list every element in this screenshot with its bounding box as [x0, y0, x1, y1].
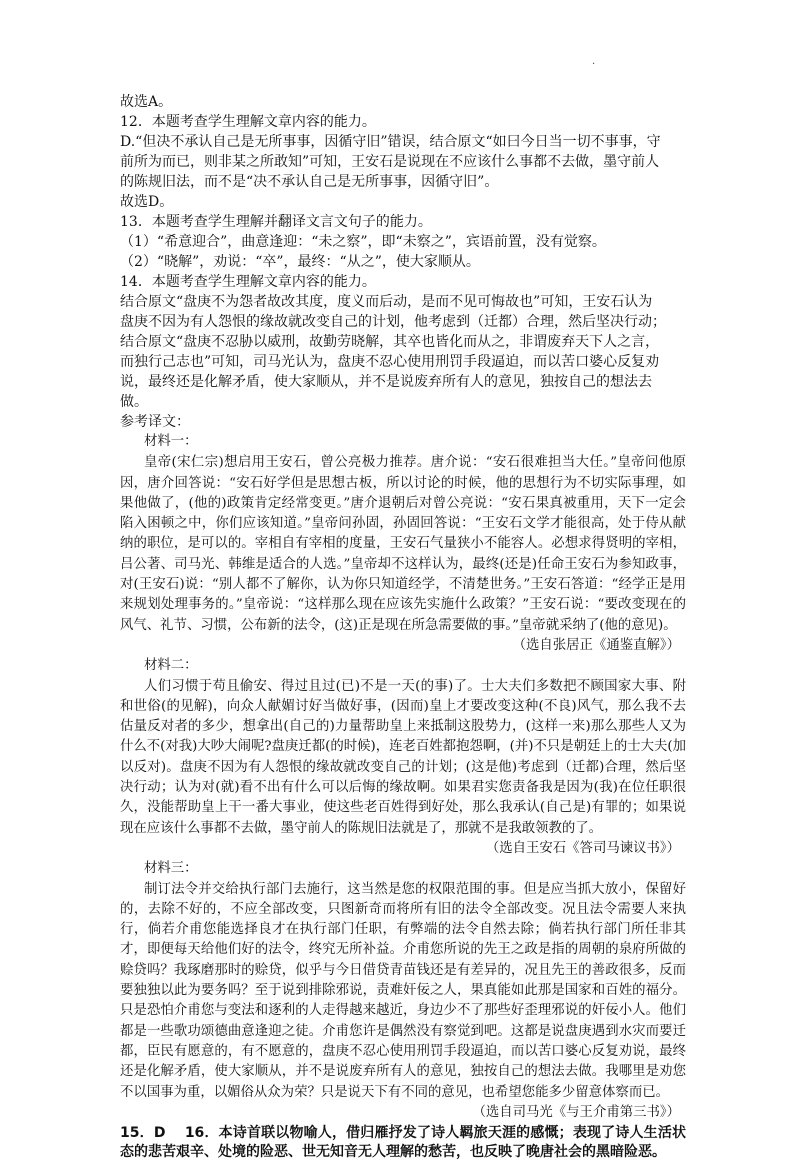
answer-line: 说，最终还是化解矛盾，使大家顺从，并不是说废弃所有人的意见，独按自己的想法去 — [120, 374, 652, 390]
answer-line: 故选A。 — [120, 94, 173, 110]
answer-line: 盘庚不因为有人怨恨的缘故就改变自己的计划，他考虑到（迁都）合理，然后坚决行动； — [120, 314, 666, 330]
material-source: （选自张居正《通鉴直解》） — [512, 637, 680, 653]
final-answer: 15．D 16．本诗首联以物喻人，借归雁抒发了诗人羁旅天涯的感慨；表现了诗人生活状态的悲苦艰辛、处境的险恶、世无知音无人理解的愁苦，也反映了晚唐社会的黑暗险恶。 — [120, 1125, 686, 1161]
answer-line: 结合原文“盘庚不为怨者故改其度，度义而后动，是而不见可悔故也”可知，王安石认为 — [120, 294, 653, 310]
answer-line: 12．本题考查学生理解文章内容的能力。 — [120, 114, 376, 130]
material-heading: 材料二： — [144, 658, 198, 674]
answer-explanations — [120, 92, 686, 432]
answer-page — [120, 92, 686, 1162]
answer-line: 的陈规旧法，而不是“决不承认自己是无所事事，因循守旧”。 — [120, 174, 499, 190]
material-source: （选自王安石《答司马谏议书》） — [485, 840, 680, 856]
answer-line: 故选D。 — [120, 194, 174, 210]
answer-line: D.“但决不承认自己是无所事事，因循守旧”错误，结合原文“如曰今日当一切不事事，守 — [120, 134, 661, 150]
material-two — [120, 656, 686, 859]
answer-line: 结合原文“盘庚不忍胁以威刑，故勤劳晓解，其卒也皆化而从之，非谓废弃天下人之言， — [120, 334, 660, 350]
material-text: 人们习惯于苟且偷安、得过且过(已)不是一天(的事)了。士大夫们多数把不顾国家大事、附和世俗(的见解)，向众人献媚讨好当做好事，(因而)皇上才要改变这种(不良)风气，那么我不去估量反对者的多少，想拿出(自己的)力量帮助皇上来抵制这股势力，(这样一来)那么那些人又为什么不(对我)大吵大闹呢?盘庚迁都(的时候)，连老百姓都抱怨啊，(并)不只是朝廷上的士大夫(加以反对)。盘庚不因为有人怨恨的缘故就改变自己的计划；(这是他)考虑到（迁都)合理，然后坚决行动；认为对(就)看不出有什么可以后悔的缘故啊。如果君实您责备我是因为(我)在位任职很久，没能帮助皇上干一番大事业，使这些老百姓得到好处，那么我承认(自己是)有罪的；如果说现在应该什么事都不去做，墨守前人的陈规旧法就是了，那就不是我敢领教的了。 — [120, 678, 686, 836]
corner-mark: . — [592, 56, 596, 67]
answer-line: （2）“晓解”，劝说：“卒”，最终：“从之”，使大家顺从。 — [120, 254, 480, 270]
material-text: 皇帝(宋仁宗)想启用王安石，曾公亮极力推荐。唐介说：“安石很难担当大任。”皇帝问他原因，唐介回答说：“安石好学但是思想古板，所以讨论的时候，他的思想行为不切实际事理，如果他做了，(他的)政策肯定经常变更。”唐介退朝后对曾公亮说：“安石果真被重用，天下一定会陷入困顿之中，你们应该知道。”皇帝问孙固，孙固回答说：“王安石文学才能很高，处于侍从献纳的职位，是可以的。宰相自有宰相的度量，王安石气量狭小不能容人。必想求得贤明的宰相，吕公著、司马光、韩维是适合的人选。”皇帝却不这样认为，最终(还是)任命王安石为参知政事，对(王安石)说：“别人都不了解你，认为你只知道经学，不清楚世务。”王安石答道：“经学正是用来规划处理事务的。”皇帝说：“这样那么现在应该先实施什么政策？”王安石说：“要改变现在的风气、礼节、习惯，公布新的法令，(这)正是现在所急需要做的事。”皇帝就采纳了(他的意见)。 — [120, 455, 686, 633]
material-three — [120, 859, 686, 1123]
answer-line: 做。 — [120, 394, 148, 410]
answer-line: 而独行己志也”可知，司马光认为，盘庚不忍心使用刑罚手段逼迫，而以苦口婆心反复劝 — [120, 354, 660, 370]
answer-line: 前所为而已，则非某之所敢知”可知，王安石是说现在不应该什么事都不去做，墨守前人 — [120, 154, 660, 170]
material-one — [120, 432, 686, 656]
reference-translation-heading: 参考译文： — [120, 414, 190, 430]
answer-line: 13．本题考查学生理解并翻译文言文句子的能力。 — [120, 214, 432, 230]
material-source: （选自司马光《与王介甫第三书》） — [472, 1104, 680, 1120]
material-heading: 材料三： — [144, 861, 198, 877]
answer-line: 14．本题考查学生理解文章内容的能力。 — [120, 274, 376, 290]
answer-line: （1）“希意迎合”，曲意逢迎：“未之察”，即“未察之”，宾语前置，没有觉察。 — [120, 234, 606, 250]
material-heading: 材料一： — [144, 434, 198, 449]
material-text: 制订法令并交给执行部门去施行，这当然是您的权限范围的事。但是应当抓大放小，保留好的，去除不好的，不应全部改变，只图新奇而将所有旧的法令全部改变。况且法令需要人来执行，倘若介甫您能选择良才在执行部门任职，有弊端的法令自然去除；倘若执行部门所任非其才，即便每天给他们好的法令，终究无所补益。介甫您所说的先王之政是指的周朝的泉府所做的赊贷吗？我琢磨那时的赊贷，似乎与今日借贷青苗钱还是有差异的，况且先王的善政很多，反而要独独以此为要务吗？至于说到排除邪说，责难奸佞之人，果真能如此那是国家和百姓的福分。只是恐怕介甫您与变法和逐利的人走得越来越近，身边少不了那些好歪理邪说的奸佞小人。他们都是一些歌功颂德曲意逢迎之徒。介甫您许是偶然没有察觉到吧。这都是说盘庚遇到水灾而要迁都，臣民有愿意的，有不愿意的，盘庚不忍心使用刑罚手段逼迫，而以苦口婆心反复劝说，最终还是化解矛盾，使大家顺从，并不是说废弃所有人的意见，独按自己的想法去做。我哪里是劝您不以国事为重，以媚俗从众为荣？只是说天下有不同的意见，也希望您能多少留意体察而已。 — [120, 881, 686, 1100]
